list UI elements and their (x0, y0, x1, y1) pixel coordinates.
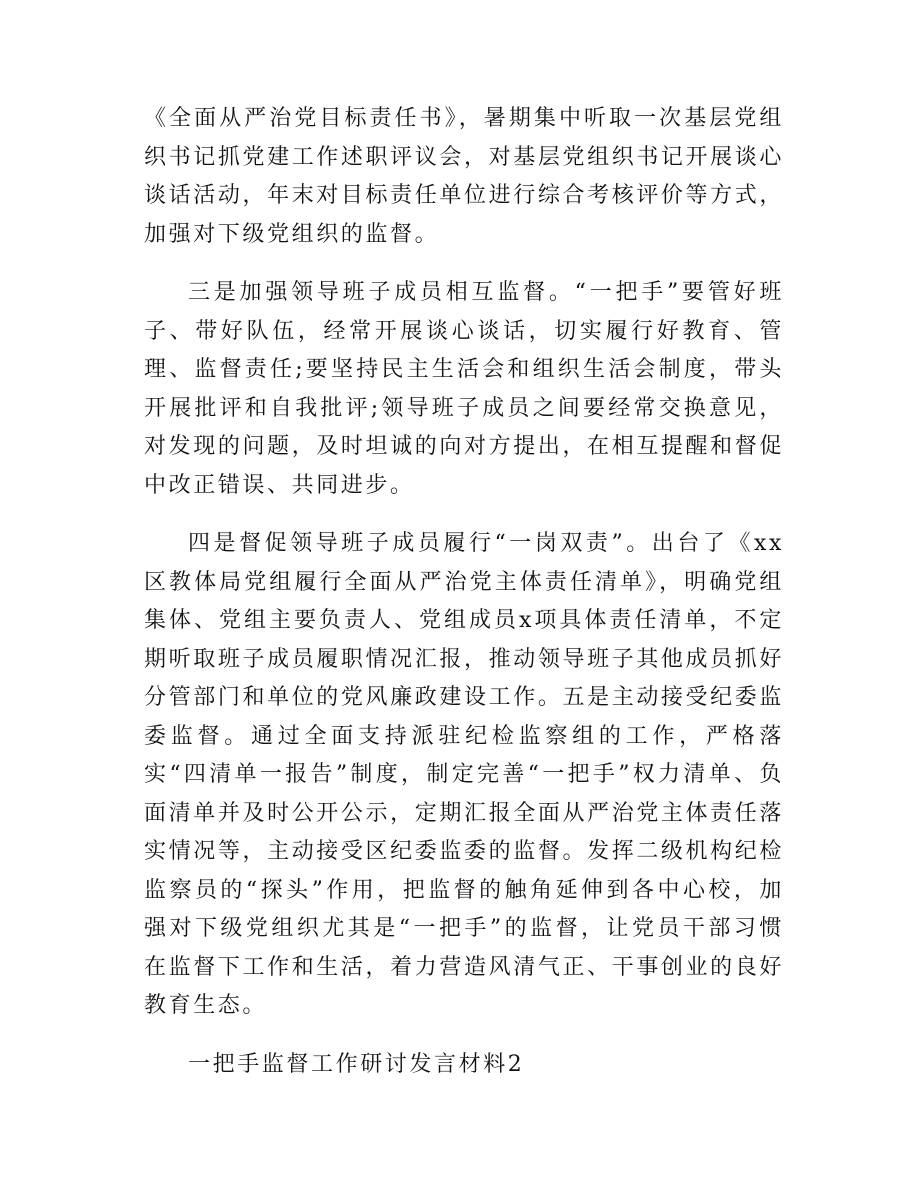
section-title: 一把手监督工作研讨发言材料2 (188, 1051, 525, 1077)
paragraph-continuation: 《全面从严治党目标责任书》，暑期集中听取一次基层党组织书记抓党建工作述职评议会，对基层党组织书记开展谈心谈话活动，年末对目标责任单位进行综合考核评价等方式，加强对下级党组织的监督。 (144, 106, 784, 247)
paragraph-dual-responsibility: 四是督促领导班子成员履行“一岗双责”。出台了《xx区教体局党组履行全面从严治党主体责任清单》，明确党组集体、党组主要负责人、党组成员x项具体责任清单，不定期听取班子成员履职情况汇报，推动领导班子其他成员抓好分管部门和单位的党风廉政建设工作。五是主动接受纪委监委监督。通过全面支持派驻纪检监察组的工作，严格落实“四清单一报告”制度，制定完善“一把手”权力清单、负面清单并及时公开公示，定期汇报全面从严治党主体责任落实情况等，主动接受区纪委监委的监督。发挥二级机构纪检监察员的“探头”作用，把监督的触角延伸到各中心校，加强对下级党组织尤其是“一把手”的监督，让党员干部习惯在监督下工作和生活，着力营造风清气正、干事创业的良好教育生态。 (144, 531, 784, 1018)
document-body (144, 100, 784, 1104)
paragraph-mutual-supervision: 三是加强领导班子成员相互监督。“一把手”要管好班子、带好队伍，经常开展谈心谈话，切实履行好教育、管理、监督责任;要坚持民主生活会和组织生活会制度，带头开展批评和自我批评;领导班子成员之间要经常交换意见，对发现的问题，及时坦诚的向对方提出，在相互提醒和督促中改正错误、共同进步。 (144, 280, 784, 498)
